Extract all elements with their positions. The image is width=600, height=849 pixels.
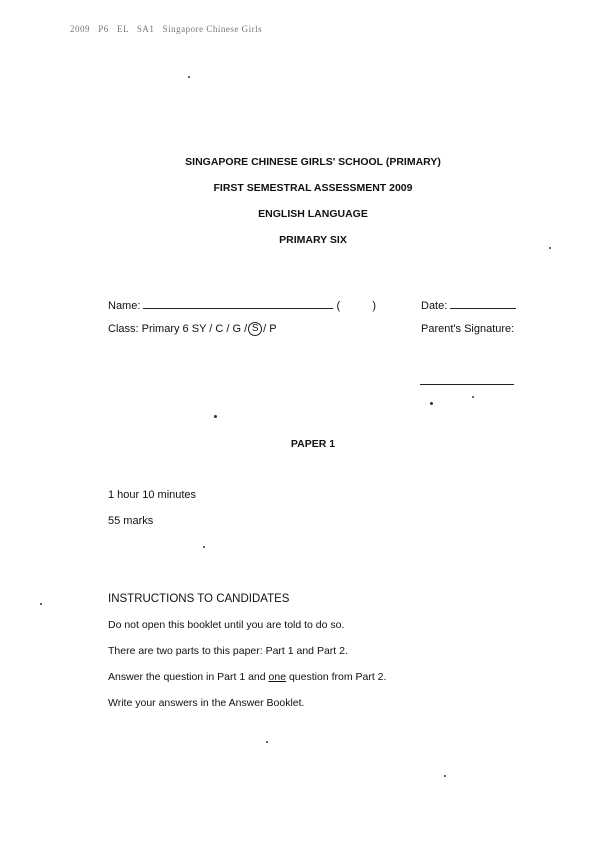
scan-speck — [188, 76, 190, 78]
register-open-paren: ( — [336, 300, 341, 312]
parent-signature-field — [421, 323, 514, 335]
marks-text: 55 marks — [108, 515, 154, 527]
instruction-line-part: question from Part 2. — [286, 671, 387, 683]
instruction-line: Do not open this booklet until you are told to do so. — [108, 619, 345, 631]
name-label: Name: — [108, 300, 141, 312]
scan-speck — [472, 396, 474, 398]
date-blank-line[interactable] — [450, 298, 516, 309]
scan-speck — [266, 741, 268, 743]
name-field — [108, 298, 376, 312]
parent-signature-label: Parent's Signature: — [421, 323, 515, 335]
instruction-line: There are two parts to this paper: Part 1 and Part 2. — [108, 645, 348, 657]
instruction-line: Write your answers in the Answer Booklet. — [108, 697, 305, 709]
parent-signature-line[interactable] — [420, 384, 514, 385]
instruction-underlined-word: one — [268, 671, 287, 683]
class-field — [108, 323, 277, 337]
date-label: Date: — [421, 300, 448, 312]
scan-speck — [430, 402, 433, 405]
scan-speck — [444, 775, 446, 777]
date-field — [421, 298, 516, 312]
scan-speck — [203, 546, 205, 548]
class-label: Class: Primary 6 SY / C / G / — [108, 323, 248, 335]
school-name: SINGAPORE CHINESE GIRLS' SCHOOL (PRIMARY) — [185, 156, 441, 168]
scan-speck — [40, 603, 42, 605]
scan-header-note: 2009 P6 EL SA1 Singapore Chinese Girls — [70, 24, 263, 34]
name-blank-line[interactable] — [143, 298, 333, 309]
instructions-heading: INSTRUCTIONS TO CANDIDATES — [108, 593, 290, 605]
instructions-section — [108, 593, 386, 723]
paper-title: PAPER 1 — [290, 438, 336, 450]
duration-text: 1 hour 10 minutes — [108, 489, 197, 501]
class-circled-option[interactable]: S — [248, 322, 262, 336]
scan-speck — [549, 247, 551, 249]
title-block — [0, 155, 600, 259]
scan-speck — [214, 415, 217, 418]
instruction-line-part: Answer the question in Part 1 and — [108, 671, 269, 683]
instruction-line — [108, 671, 386, 697]
level-title: PRIMARY SIX — [279, 234, 347, 246]
assessment-title: FIRST SEMESTRAL ASSESSMENT 2009 — [213, 182, 413, 194]
class-suffix: / P — [263, 323, 277, 335]
register-close-paren: ) — [372, 300, 376, 312]
subject-title: ENGLISH LANGUAGE — [258, 208, 368, 220]
